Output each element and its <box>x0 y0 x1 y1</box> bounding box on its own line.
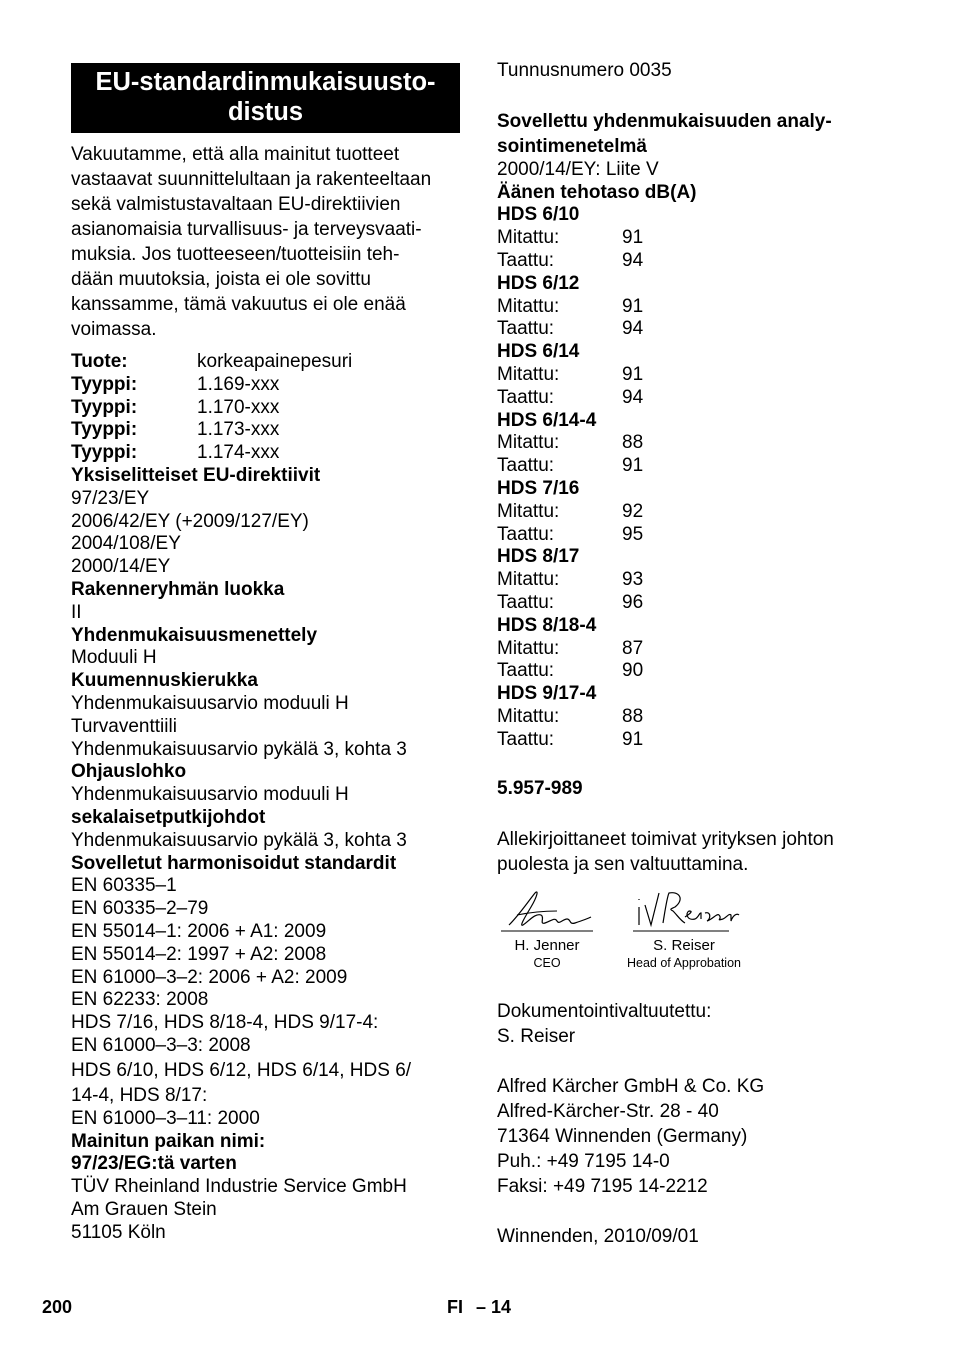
measured-row <box>497 364 897 387</box>
signature-block <box>497 885 897 977</box>
address-line: Alfred Kärcher GmbH & Co. KG <box>497 1076 765 1098</box>
guaranteed-value: 95 <box>622 523 644 545</box>
address-line: Alfred-Kärcher-Str. 28 - 40 <box>497 1101 719 1123</box>
authorized-name: S. Reiser <box>497 1026 576 1048</box>
guaranteed-label: Taattu: <box>497 728 555 750</box>
measured-label: Mitattu: <box>497 363 560 385</box>
intro-line: sekä valmistustavaltaan EU-direktiivien <box>71 194 401 215</box>
standard-item: HDS 6/10, HDS 6/12, HDS 6/14, HDS 6/ <box>71 1059 412 1081</box>
measured-row <box>497 296 897 319</box>
assessment-heading-cont: sointimenetelmä <box>497 135 647 157</box>
misc-pipes-heading: sekalaisetputkijohdot <box>71 806 266 828</box>
place-date: Winnenden, 2010/09/01 <box>497 1226 699 1248</box>
guaranteed-label: Taattu: <box>497 660 555 682</box>
procedure-heading: Yhdenmukaisuusmenettely <box>71 624 318 646</box>
directives-heading: Yksiselitteiset EU-direktiivit <box>71 464 321 486</box>
section-page: – 14 <box>476 1297 512 1317</box>
address-line: Puh.: +49 7195 14-0 <box>497 1151 670 1173</box>
control-block-heading: Ohjauslohko <box>71 761 187 783</box>
guaranteed-row <box>497 524 897 547</box>
standard-item: EN 61000–3–2: 2006 + A2: 2009 <box>71 966 348 988</box>
guaranteed-row <box>497 387 897 410</box>
model-name: HDS 9/17-4 <box>497 683 597 705</box>
guaranteed-value: 91 <box>622 728 644 750</box>
safety-valve-heading: Turvaventtiili <box>71 715 177 737</box>
measured-label: Mitattu: <box>497 637 560 659</box>
model-name: HDS 6/14-4 <box>497 409 597 431</box>
type-value: 1.169-xxx <box>197 373 280 395</box>
measured-value: 91 <box>622 227 644 249</box>
signatories-line: puolesta ja sen valtuuttamina. <box>497 854 749 876</box>
guaranteed-value: 91 <box>622 455 644 477</box>
left-column <box>71 63 460 1244</box>
measured-label: Mitattu: <box>497 295 560 317</box>
type-label: Tyyppi: <box>71 419 138 441</box>
intro-line: dään muutoksia, joista ei ole sovittu <box>71 269 371 290</box>
heating-coil-value: Yhdenmukaisuusarvio moduuli H <box>71 692 349 714</box>
measured-value: 88 <box>622 705 644 727</box>
assessment-heading: Sovellettu yhdenmukaisuuden analy- <box>497 110 832 132</box>
intro-line: voimassa. <box>71 319 157 340</box>
authorized-block <box>497 999 897 1049</box>
document-number: 5.957-989 <box>497 777 583 799</box>
authorized-label: Dokumentointivaltuutettu: <box>497 1001 712 1023</box>
model-name: HDS 7/16 <box>497 477 580 499</box>
standard-item: EN 60335–2–79 <box>71 898 209 920</box>
type-row <box>71 374 460 397</box>
directive-item: 97/23/EY <box>71 487 150 509</box>
signature-reiser <box>619 885 749 971</box>
assessment-value: 2000/14/EY: Liite V <box>497 158 659 180</box>
intro-line: asianomaisia turvallisuus- ja terveysvaati- <box>71 219 422 240</box>
language-code: FI <box>447 1297 463 1317</box>
intro-line: muksia. Jos tuotteeseen/tuotteisiin teh- <box>71 244 400 265</box>
measured-label: Mitattu: <box>497 227 560 249</box>
notified-body-subheading: 97/23/EG:tä varten <box>71 1153 237 1175</box>
guaranteed-value: 94 <box>622 318 644 340</box>
type-row <box>71 442 460 465</box>
footer-section <box>447 1297 511 1318</box>
procedure-value: Moduuli H <box>71 647 157 669</box>
directive-item: 2004/108/EY <box>71 533 181 555</box>
guaranteed-value: 90 <box>622 660 644 682</box>
measured-row <box>497 227 897 250</box>
model-name: HDS 6/10 <box>497 204 580 226</box>
measured-row <box>497 432 897 455</box>
guaranteed-label: Taattu: <box>497 318 555 340</box>
standard-item: EN 55014–2: 1997 + A2: 2008 <box>71 943 327 965</box>
intro-line: Vakuutamme, että alla mainitut tuotteet <box>71 144 400 165</box>
type-label: Tyyppi: <box>71 396 138 418</box>
intro-line: kanssamme, tämä vakuutus ei ole enää <box>71 294 406 315</box>
category-value: II <box>71 601 82 623</box>
address-line: 71364 Winnenden (Germany) <box>497 1126 748 1148</box>
product-row <box>71 351 460 374</box>
measured-row <box>497 569 897 592</box>
standard-item: EN 55014–1: 2006 + A1: 2009 <box>71 920 327 942</box>
signature-jenner <box>497 885 597 971</box>
signature-reiser-name: S. Reiser <box>653 937 715 955</box>
signature-reiser-role: Head of Approbation <box>627 956 741 971</box>
guaranteed-row <box>497 250 897 273</box>
standard-item: HDS 7/16, HDS 8/18-4, HDS 9/17-4: <box>71 1012 379 1034</box>
guaranteed-row <box>497 455 897 478</box>
type-label: Tyyppi: <box>71 373 138 395</box>
model-name: HDS 6/14 <box>497 341 580 363</box>
misc-pipes-value: Yhdenmukaisuusarvio pykälä 3, kohta 3 <box>71 829 407 851</box>
type-row <box>71 397 460 420</box>
signature-jenner-role: CEO <box>533 956 561 971</box>
measured-value: 92 <box>622 500 644 522</box>
guaranteed-value: 94 <box>622 249 644 271</box>
signature-jenner-name: H. Jenner <box>514 937 580 955</box>
measured-value: 93 <box>622 569 644 591</box>
guaranteed-row <box>497 660 897 683</box>
notified-body-line: TÜV Rheinland Industrie Service GmbH <box>71 1176 407 1198</box>
page-title-line-1: EU-standardinmukaisuusto- <box>95 68 436 96</box>
measured-row <box>497 638 897 661</box>
signature-jenner-handwriting <box>497 885 597 937</box>
right-column <box>497 60 897 1249</box>
standard-item: EN 61000–3–11: 2000 <box>71 1107 260 1129</box>
model-name: HDS 8/17 <box>497 546 580 568</box>
id-number: Tunnusnumero 0035 <box>497 60 672 81</box>
intro-paragraph <box>71 142 460 342</box>
intro-line: vastaavat suunnittelultaan ja rakenteeltaan <box>71 169 432 190</box>
notified-body-heading: Mainitun paikan nimi: <box>71 1130 266 1152</box>
standard-item: EN 61000–3–3: 2008 <box>71 1034 251 1056</box>
measured-label: Mitattu: <box>497 569 560 591</box>
type-value: 1.170-xxx <box>197 396 280 418</box>
measured-value: 91 <box>622 363 644 385</box>
standard-item: EN 62233: 2008 <box>71 989 209 1011</box>
type-value: 1.173-xxx <box>197 419 280 441</box>
directive-item: 2006/42/EY (+2009/127/EY) <box>71 510 309 532</box>
measured-row <box>497 501 897 524</box>
standard-item: EN 60335–1 <box>71 875 177 897</box>
measured-value: 87 <box>622 637 644 659</box>
type-value: 1.174-xxx <box>197 442 280 464</box>
signature-reiser-handwriting <box>619 885 749 937</box>
signatories-line: Allekirjoittaneet toimivat yrityksen johton <box>497 829 834 851</box>
guaranteed-row <box>497 592 897 615</box>
product-value: korkeapainepesuri <box>197 351 353 372</box>
guaranteed-value: 96 <box>622 591 644 613</box>
measured-value: 91 <box>622 295 644 317</box>
heating-coil-heading: Kuumennuskierukka <box>71 670 258 692</box>
guaranteed-value: 94 <box>622 386 644 408</box>
safety-valve-value: Yhdenmukaisuusarvio pykälä 3, kohta 3 <box>71 738 407 760</box>
measured-row <box>497 706 897 729</box>
type-row <box>71 419 460 442</box>
guaranteed-label: Taattu: <box>497 591 555 613</box>
standards-heading: Sovelletut harmonisoidut standardit <box>71 852 397 874</box>
guaranteed-label: Taattu: <box>497 523 555 545</box>
guaranteed-row <box>497 729 897 752</box>
model-name: HDS 6/12 <box>497 272 580 294</box>
directive-item: 2000/14/EY <box>71 556 171 578</box>
notified-body-line: 51105 Köln <box>71 1221 166 1243</box>
product-label: Tuote: <box>71 351 128 372</box>
category-heading: Rakenneryhmän luokka <box>71 578 285 600</box>
page-title <box>71 63 460 133</box>
model-name: HDS 8/18-4 <box>497 614 597 636</box>
company-address <box>497 1074 897 1199</box>
notified-body-line: Am Grauen Stein <box>71 1198 217 1220</box>
measured-label: Mitattu: <box>497 432 560 454</box>
guaranteed-label: Taattu: <box>497 455 555 477</box>
type-label: Tyyppi: <box>71 442 138 464</box>
guaranteed-row <box>497 318 897 341</box>
sound-table <box>497 204 897 751</box>
guaranteed-label: Taattu: <box>497 386 555 408</box>
page-title-line-2: distus <box>227 98 304 126</box>
guaranteed-label: Taattu: <box>497 249 555 271</box>
page-number: 200 <box>42 1297 73 1317</box>
address-line: Faksi: +49 7195 14-2212 <box>497 1176 708 1198</box>
measured-value: 88 <box>622 432 644 454</box>
sound-heading: Äänen tehotaso dB(A) <box>497 181 697 203</box>
standard-item: 14-4, HDS 8/17: <box>71 1084 208 1106</box>
control-block-value: Yhdenmukaisuusarvio moduuli H <box>71 784 349 806</box>
signatories-intro <box>497 827 897 877</box>
measured-label: Mitattu: <box>497 500 560 522</box>
measured-label: Mitattu: <box>497 705 560 727</box>
